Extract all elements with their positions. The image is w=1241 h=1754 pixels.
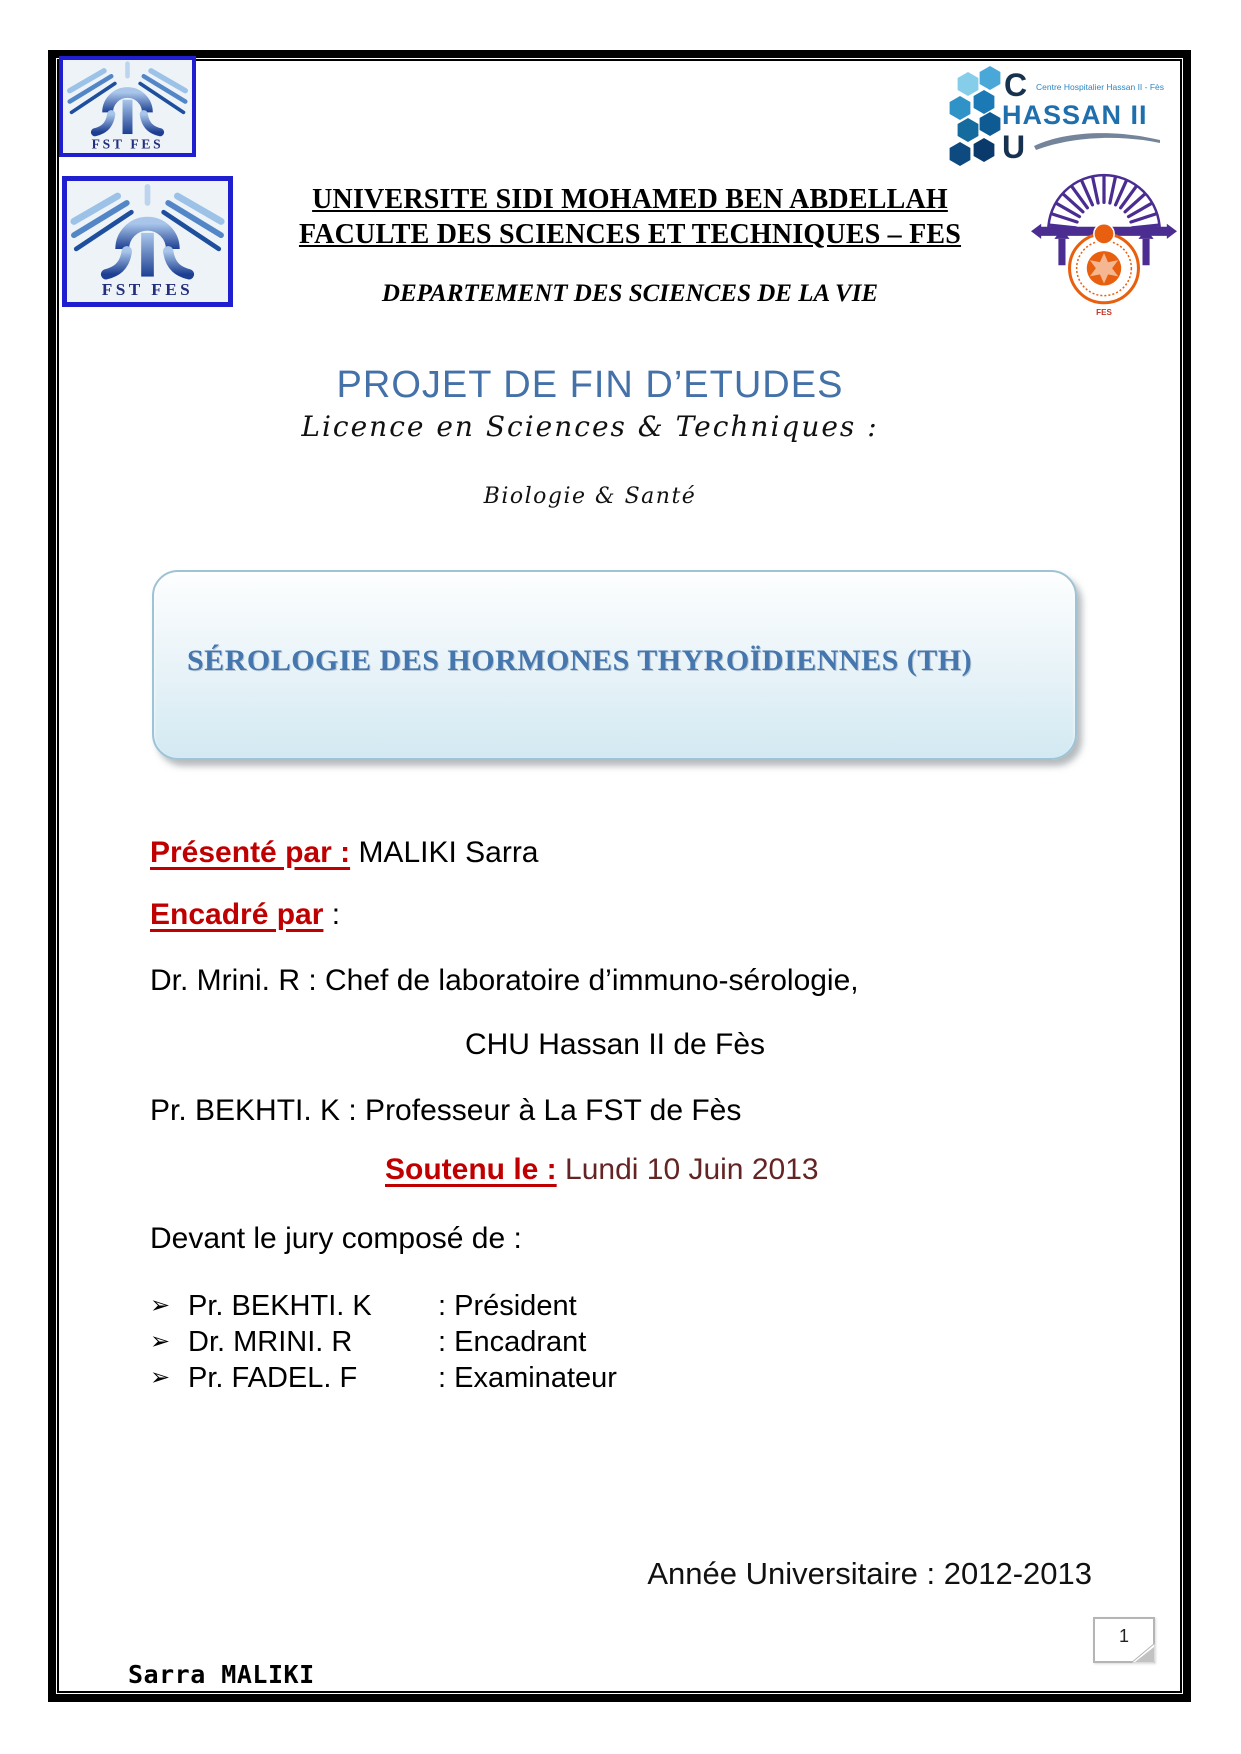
supervisor2-line: Pr. BEKHTI. K : Professeur à La FST de Fès — [150, 1094, 742, 1127]
specialty-line: Biologie & Santé — [483, 484, 697, 509]
chu-hassan-ii-logo — [938, 60, 1188, 170]
fst-fes-logo-large — [62, 176, 233, 307]
chu-name: HASSAN II — [1002, 100, 1148, 130]
thesis-title-box — [152, 570, 1077, 760]
department-name: DEPARTEMENT DES SCIENCES DE LA VIE — [381, 280, 879, 307]
page-number-badge — [1093, 1617, 1155, 1663]
jury-row — [150, 1288, 850, 1324]
university-name: UNIVERSITE SIDI MOHAMED BEN ABDELLAH — [312, 184, 948, 215]
faculty-name: FACULTE DES SCIENCES ET TECHNIQUES – FES — [298, 219, 962, 250]
presented-by-line — [150, 836, 1080, 870]
defense-date-value: Lundi 10 Juin 2013 — [565, 1153, 819, 1186]
jury-member-name: Pr. BEKHTI. K — [188, 1290, 372, 1322]
jury-member-name: Dr. MRINI. R — [188, 1326, 353, 1358]
jury-list — [150, 1288, 850, 1396]
supervised-by-colon: : — [331, 898, 341, 931]
fst-emblem-icon — [67, 181, 228, 302]
usmba-crest-logo — [1028, 170, 1180, 322]
page-number: 1 — [1118, 1626, 1129, 1646]
jury-intro: Devant le jury composé de : — [150, 1222, 522, 1255]
jury-member-role: : Examinateur — [438, 1362, 617, 1394]
fst-emblem-icon — [63, 60, 192, 153]
folded-corner-icon — [1131, 1643, 1155, 1663]
supervisor1-org-line: CHU Hassan II de Fès — [464, 1028, 766, 1061]
fst-logo-label: FST FES — [101, 279, 194, 299]
presented-by-name: MALIKI Sarra — [358, 836, 539, 869]
supervised-by-line — [150, 898, 1080, 932]
defense-date-line — [385, 1153, 1085, 1187]
jury-row — [150, 1324, 850, 1360]
arrow-bullet-icon: ➢ — [150, 1292, 171, 1319]
supervised-by-label: Encadré par — [150, 898, 324, 931]
defense-date-label: Soutenu le : — [385, 1153, 557, 1186]
chu-hexagons-icon — [938, 60, 1188, 170]
academic-year: Année Universitaire : 2012-2013 — [647, 1556, 1092, 1591]
fst-fes-logo-small — [59, 56, 196, 157]
presented-by-label: Présenté par : — [150, 836, 351, 869]
supervisor1-line: Dr. Mrini. R : Chef de laboratoire d’immuno-sérologie, — [150, 964, 859, 997]
usmba-crest-icon — [1028, 170, 1180, 322]
chu-letter-c: C — [1004, 67, 1028, 103]
arrow-bullet-icon: ➢ — [150, 1328, 171, 1355]
jury-member-name: Pr. FADEL. F — [188, 1362, 358, 1394]
jury-row — [150, 1360, 850, 1396]
thesis-title: SÉROLOGIE DES HORMONES THYROÏDIENNES (TH) — [187, 644, 973, 677]
jury-member-role: : Président — [438, 1290, 577, 1322]
crest-caption: FES — [1096, 307, 1112, 317]
author-name: Sarra MALIKI — [128, 1660, 315, 1689]
project-heading: PROJET DE FIN D’ETUDES — [336, 364, 844, 406]
arrow-bullet-icon: ➢ — [150, 1364, 171, 1391]
jury-member-role: : Encadrant — [438, 1326, 587, 1358]
fst-logo-label: FST FES — [91, 136, 164, 152]
chu-swoosh-icon — [1034, 133, 1160, 150]
chu-tagline: Centre Hospitalier Hassan II - Fès — [1036, 82, 1165, 92]
chu-letter-u: U — [1002, 129, 1026, 165]
degree-line: Licence en Sciences & Techniques : — [301, 410, 879, 443]
